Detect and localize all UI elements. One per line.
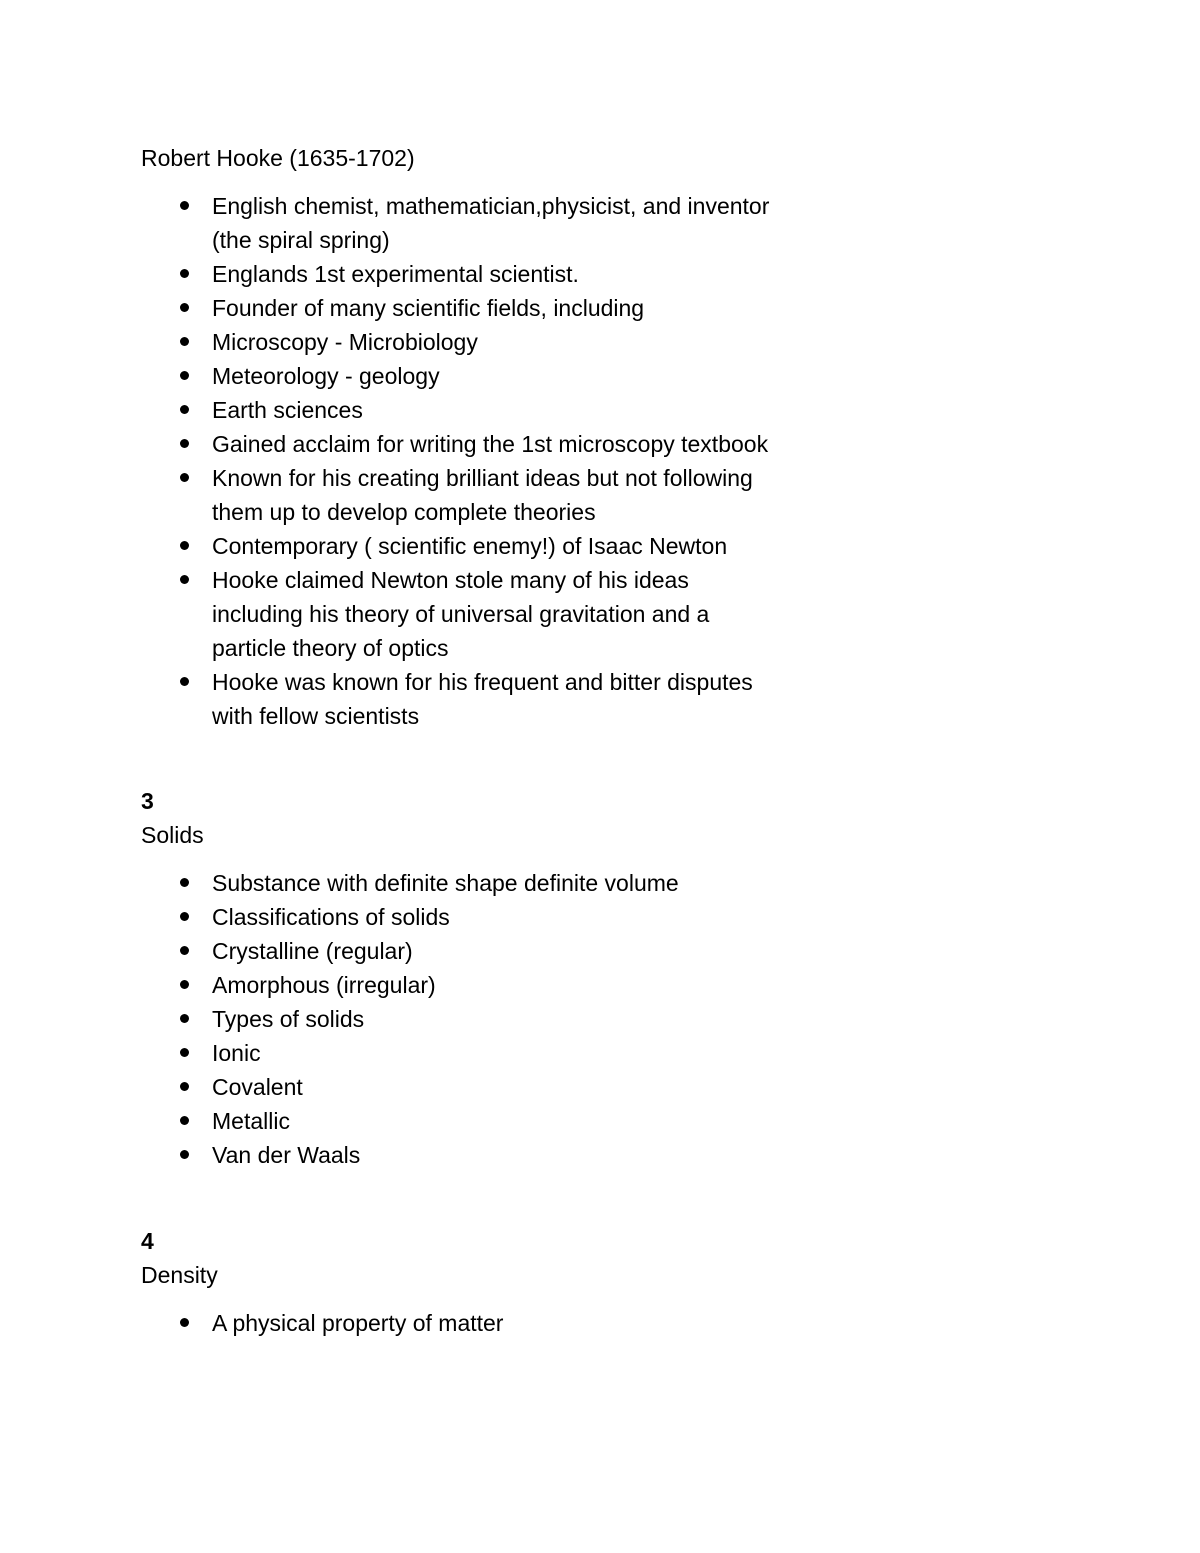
list-item: Microscopy - Microbiology [141,325,781,359]
list-item: Hooke was known for his frequent and bitter disputes with fellow scientists [141,665,781,733]
bullet-icon [180,946,189,955]
bullet-icon [180,201,189,210]
bullet-list [141,189,781,733]
list-item: Crystalline (regular) [141,934,781,968]
document-page [141,141,781,1340]
bullet-icon [180,1318,189,1327]
bullet-icon [180,1048,189,1057]
list-item: Englands 1st experimental scientist. [141,257,781,291]
bullet-icon [180,1014,189,1023]
section-title: Solids [141,822,204,848]
section-solids [141,784,781,1172]
section-gap [141,733,781,784]
list-item: Contemporary ( scientific enemy!) of Isaac Newton [141,529,781,563]
bullet-icon [180,303,189,312]
bullet-icon [180,1116,189,1125]
list-item: Hooke claimed Newton stole many of his ideas including his theory of universal gravitation and a particle theory of optics [141,563,781,665]
bullet-icon [180,575,189,584]
bullet-icon [180,1150,189,1159]
list-item: Known for his creating brilliant ideas but not following them up to develop complete theories [141,461,781,529]
list-item: A physical property of matter [141,1306,781,1340]
list-item: Founder of many scientific fields, including [141,291,781,325]
section-density [141,1224,781,1340]
list-item: English chemist, mathematician,physicist, and inventor (the spiral spring) [141,189,781,257]
bullet-list [141,866,781,1172]
list-item: Earth sciences [141,393,781,427]
list-item: Meteorology - geology [141,359,781,393]
bullet-icon [180,405,189,414]
section-robert-hooke [141,141,781,733]
bullet-icon [180,878,189,887]
section-title: Density [141,1262,218,1288]
bullet-icon [180,371,189,380]
bullet-icon [180,912,189,921]
bullet-icon [180,1082,189,1091]
section-number: 3 [141,788,154,814]
list-item: Covalent [141,1070,781,1104]
bullet-icon [180,980,189,989]
bullet-list [141,1306,781,1340]
section-gap [141,1172,781,1224]
section-title: Robert Hooke (1635-1702) [141,145,415,171]
bullet-icon [180,677,189,686]
section-number: 4 [141,1228,154,1254]
bullet-icon [180,439,189,448]
list-item: Classifications of solids [141,900,781,934]
list-item: Amorphous (irregular) [141,968,781,1002]
list-item: Gained acclaim for writing the 1st microscopy textbook [141,427,781,461]
bullet-icon [180,541,189,550]
bullet-icon [180,269,189,278]
bullet-icon [180,337,189,346]
list-item: Substance with definite shape definite volume [141,866,781,900]
bullet-icon [180,473,189,482]
list-item: Ionic [141,1036,781,1070]
list-item: Van der Waals [141,1138,781,1172]
list-item: Metallic [141,1104,781,1138]
list-item: Types of solids [141,1002,781,1036]
